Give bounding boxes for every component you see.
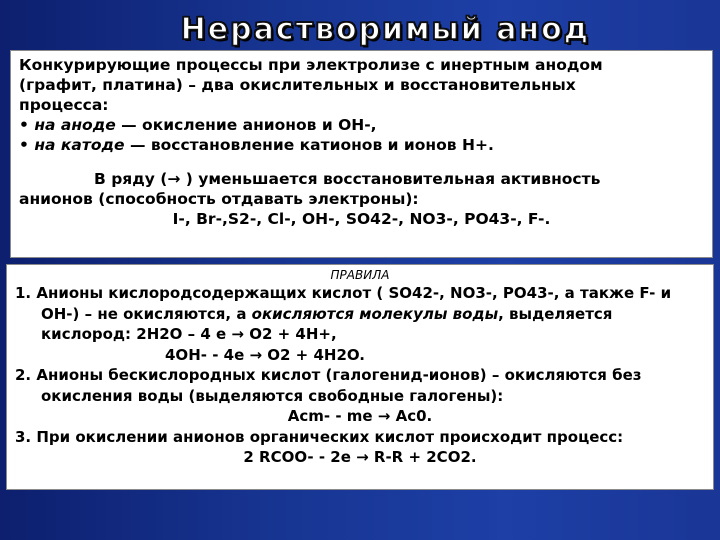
rule-2-line-1: 2. Анионы бескислородных кислот (галогенид-ионов) – окисляются без [15,366,642,384]
rules-box [6,264,714,490]
intro-line-3: процесса: [19,96,109,114]
bullet: • [19,116,29,134]
slide-title [0,12,720,52]
cathode-bullet-item [19,135,704,155]
rules-heading: ПРАВИЛА [330,268,390,282]
anode-text: — окисление анионов и OH-, [115,116,377,134]
rule-3-line-1: 3. При окислении анионов органических кислот происходит процесс: [15,427,624,446]
intro-line-1: Конкурирующие процессы при электролизе с инертным анодом [19,56,603,74]
series-line-2: анионов (способность отдавать электроны): [19,190,419,208]
rule-1-line-2-italic: окисляются молекулы воды [251,304,499,323]
rule-1-line-2-pre: OH-) – не окисляются, а [41,304,252,323]
rule-2-line-2: окисления воды (выделяются свободные галогены): [41,386,504,405]
intro-line-2: (графит, платина) – два окислительных и восстановительных [19,76,576,94]
anode-bullet-item [19,115,704,135]
anode-label: на аноде [34,116,116,134]
rule-2-line-3: Acm- - me → Ac0. [287,407,433,425]
series-line-1: В ряду (→ ) уменьшается восстановительная активность [94,170,601,188]
rule-1-line-2 [15,304,705,325]
rule-1-line-4: 4OH- - 4e → O2 + 4H2O. [165,345,366,364]
series-line-3: I-, Br-,S2-, Cl-, OH-, SO42-, NO3-, PO43-, F-. [172,210,551,228]
cathode-text: — восстановление катионов и ионов H+. [124,136,494,154]
cathode-label: на катоде [34,136,125,154]
rule-1-line-2-post: , выделяется [498,304,613,323]
rule-1-line-1: 1. Анионы кислородсодержащих кислот ( SO42-, NO3-, PO43-, а также F- и [15,284,672,302]
rule-1-line-3: кислород: 2H2O – 4 e → O2 + 4H+, [41,325,337,343]
slide-title-text: Нерастворимый анод [180,12,590,47]
bullet: • [19,136,29,154]
intro-box [10,50,713,258]
rule-3-line-2: 2 RCOO- - 2e → R-R + 2CO2. [243,448,477,466]
